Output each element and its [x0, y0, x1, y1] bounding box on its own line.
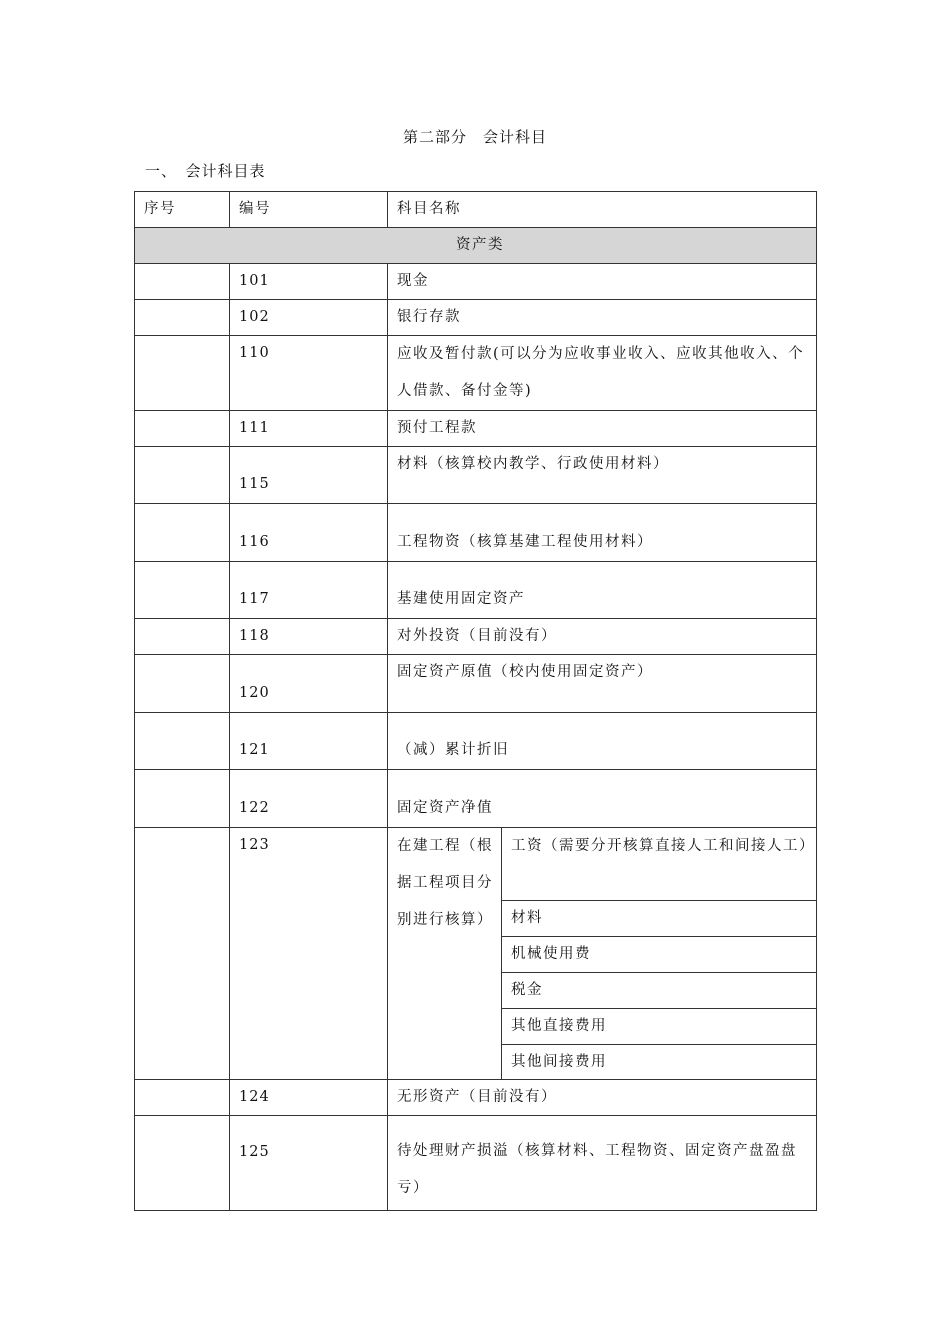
table-row	[135, 504, 817, 562]
table-row	[135, 336, 817, 411]
category-row	[135, 228, 817, 264]
seq-cell	[135, 264, 230, 300]
code-cell: 111	[230, 411, 388, 447]
seq-cell	[135, 336, 230, 411]
table-row	[135, 562, 817, 619]
table-row	[135, 713, 817, 770]
sub-item: 工资（需要分开核算直接人工和间接人工）	[511, 838, 815, 854]
sub-item: 材料	[502, 900, 816, 936]
code-cell: 115	[230, 447, 388, 504]
name-cell: 无形资产（目前没有）	[388, 1080, 817, 1116]
header-row	[135, 192, 817, 228]
seq-cell	[135, 447, 230, 504]
table-row-construction	[135, 828, 817, 1080]
table-row	[135, 411, 817, 447]
table-row	[135, 655, 817, 713]
seq-cell	[135, 619, 230, 655]
name-cell: 现金	[388, 264, 817, 300]
code-cell: 120	[230, 655, 388, 713]
code-cell: 117	[230, 562, 388, 619]
sub-item: 机械使用费	[502, 936, 816, 972]
name-cell: 在建工程（根据工程项目分别进行核算）	[388, 828, 502, 1080]
seq-cell	[135, 562, 230, 619]
seq-cell	[135, 411, 230, 447]
seq-cell	[135, 1116, 230, 1211]
table-row	[135, 1080, 817, 1116]
table-row	[135, 447, 817, 504]
name-cell: 工程物资（核算基建工程使用材料）	[388, 504, 817, 562]
table-row	[135, 300, 817, 336]
header-name: 科目名称	[388, 192, 817, 228]
code-cell: 125	[230, 1116, 388, 1211]
category-label: 资产类	[135, 228, 817, 264]
table-row	[135, 264, 817, 300]
name-cell: （减）累计折旧	[388, 713, 817, 770]
code-cell: 116	[230, 504, 388, 562]
seq-cell	[135, 1080, 230, 1116]
seq-cell	[135, 504, 230, 562]
name-cell: 固定资产净值	[388, 770, 817, 828]
name-cell: 对外投资（目前没有）	[388, 619, 817, 655]
page-title: 第二部分 会计科目	[402, 128, 547, 146]
header-code: 编号	[230, 192, 388, 228]
code-cell: 101	[230, 264, 388, 300]
name-cell: 银行存款	[388, 300, 817, 336]
sub-item: 其他直接费用	[502, 1008, 816, 1044]
code-cell: 118	[230, 619, 388, 655]
seq-cell	[135, 770, 230, 828]
table-row	[135, 1116, 817, 1211]
code-cell: 102	[230, 300, 388, 336]
seq-cell	[135, 828, 230, 1080]
code-cell: 124	[230, 1080, 388, 1116]
code-cell: 123	[230, 828, 388, 1080]
name-cell: 材料（核算校内教学、行政使用材料）	[388, 447, 817, 504]
name-cell: 基建使用固定资产	[388, 562, 817, 619]
name-cell: 待处理财产损溢（核算材料、工程物资、固定资产盘盈盘亏）	[388, 1116, 817, 1211]
name-cell: 固定资产原值（校内使用固定资产）	[388, 655, 817, 713]
seq-cell	[135, 655, 230, 713]
name-cell: 预付工程款	[388, 411, 817, 447]
seq-cell	[135, 300, 230, 336]
code-cell: 121	[230, 713, 388, 770]
accounts-table	[134, 191, 817, 1211]
sub-items-list	[502, 828, 816, 1079]
code-cell: 122	[230, 770, 388, 828]
seq-cell	[135, 713, 230, 770]
code-cell: 110	[230, 336, 388, 411]
name-cell: 应收及暂付款(可以分为应收事业收入、应收其他收入、个人借款、备付金等)	[388, 336, 817, 411]
table-row	[135, 770, 817, 828]
sub-item: 其他间接费用	[502, 1044, 816, 1079]
sub-items-cell	[502, 828, 817, 1080]
section-heading: 一、 会计科目表	[145, 162, 266, 180]
sub-item: 税金	[502, 972, 816, 1008]
header-seq: 序号	[135, 192, 230, 228]
table-row	[135, 619, 817, 655]
